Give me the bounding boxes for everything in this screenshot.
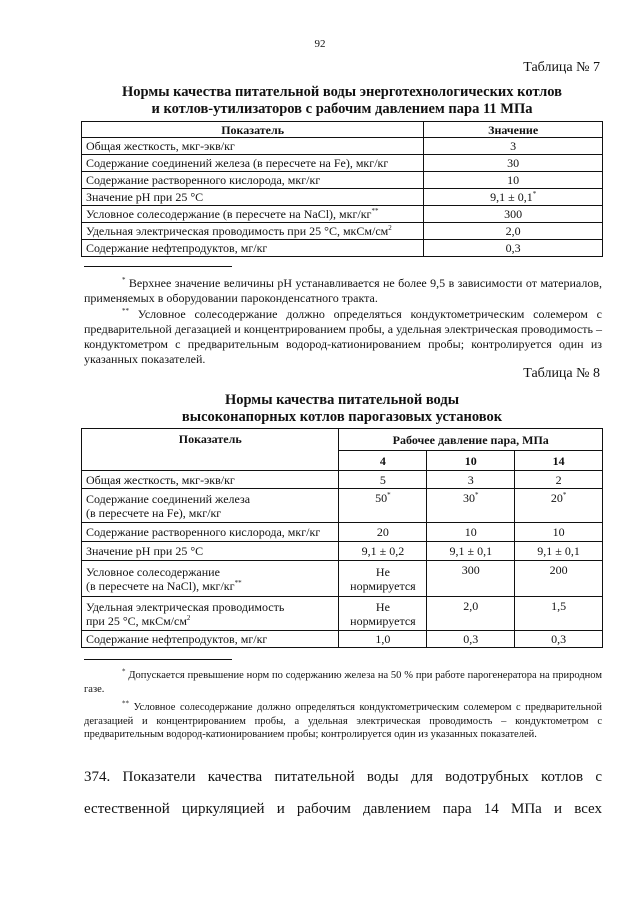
table-row: Значение рН при 25 °С 9,1 ± 0,1* [82, 189, 603, 206]
table-row: Содержание нефтепродуктов, мг/кг 0,3 [82, 240, 603, 257]
table-row: Содержание нефтепродуктов, мг/кг 1,0 0,3 0,3 [82, 631, 603, 648]
table-7-footnote-1: * Верхнее значение величины рН устанавливается не более 9,5 в зависимости от материалов, применяемых в оборудовании пароконденсатного тракта. [84, 276, 603, 305]
pressure-col-10: 10 [427, 451, 515, 471]
table-row: Содержание соединений железа (в пересчете на Fe), мкг/кг 50* 30* 20* [82, 489, 603, 523]
table-row: Общая жесткость, мкг-экв/кг 5 3 2 [82, 471, 603, 489]
footnote-divider [84, 266, 232, 267]
table-7-header-value: Значение [424, 122, 603, 138]
table-8-label: Таблица № 8 [523, 366, 600, 381]
table-8-title: Нормы качества питательной воды высоконапорных котлов парогазовых установок [181, 392, 503, 425]
table-row: Условное солесодержание (в пересчете на NaCl), мкг/кг** 300 [82, 206, 603, 223]
table-7-label: Таблица № 7 [523, 60, 600, 75]
table-row: Содержание растворенного кислорода, мкг/кг 20 10 10 [82, 523, 603, 542]
paragraph-374-line-2: естественной циркуляцией и рабочим давлением пара 14 МПа и всех [84, 801, 602, 817]
table-7-title: Нормы качества питательной воды энерготехнологических котлов и котлов-утилизаторов с рабочим давлением пара 11 МПа [121, 84, 563, 117]
table-7-header-param: Показатель [82, 122, 424, 138]
table-row: Удельная электрическая проводимость при 25 °С, мкСм/$см^2$ 2,0 [82, 223, 603, 240]
table-8-footnote-2: ** Условное солесодержание должно определяться кондуктометрическим солемером с предварительной дегазацией и концентрированием пробы, а удельная электрическая проводимость – кондуктометром с предварительным водород-катионированием пробы; контролируется один из указанных показателей. [84, 699, 602, 740]
pressure-col-4: 4 [339, 451, 427, 471]
table-row: Содержание растворенного кислорода, мкг/кг 10 [82, 172, 603, 189]
page-number: 92 [314, 38, 326, 50]
table-8 [81, 428, 603, 648]
paragraph-374-line-1: 374. Показатели качества питательной воды для водотрубных котлов с [84, 769, 602, 785]
table-row: Удельная электрическая проводимость при 25 °С, мкСм/$см^2$ Не нормируется 2,0 1,5 [82, 597, 603, 631]
table-row: Содержание соединений железа (в пересчете на Fe), мкг/кг 30 [82, 155, 603, 172]
footnote-divider [84, 659, 232, 660]
table-8-header-param: Показатель [82, 429, 339, 471]
table-7 [81, 121, 603, 257]
table-row: Общая жесткость, мкг-экв/кг 3 [82, 138, 603, 155]
table-row: Значение рН при 25 °С 9,1 ± 0,2 9,1 ± 0,1 9,1 ± 0,1 [82, 542, 603, 561]
table-7-footnote-2: ** Условное солесодержание должно определяться кондуктометрическим солемером с предварительной дегазацией и концентрированием пробы, а удельная электрическая проводимость – кондуктометром с предварительным водород-катионированием пробы; контролируется один из указанных показателей. [84, 307, 603, 366]
table-row: Условное солесодержание (в пересчете на NaCl), мкг/кг** Не нормируется 300 200 [82, 561, 603, 597]
table-8-header-pressure: Рабочее давление пара, МПа [339, 429, 603, 451]
pressure-col-14: 14 [515, 451, 603, 471]
table-8-footnote-1: * Допускается превышение норм по содержанию железа на 50 % при работе парогенератора на природном газе. [84, 667, 602, 695]
